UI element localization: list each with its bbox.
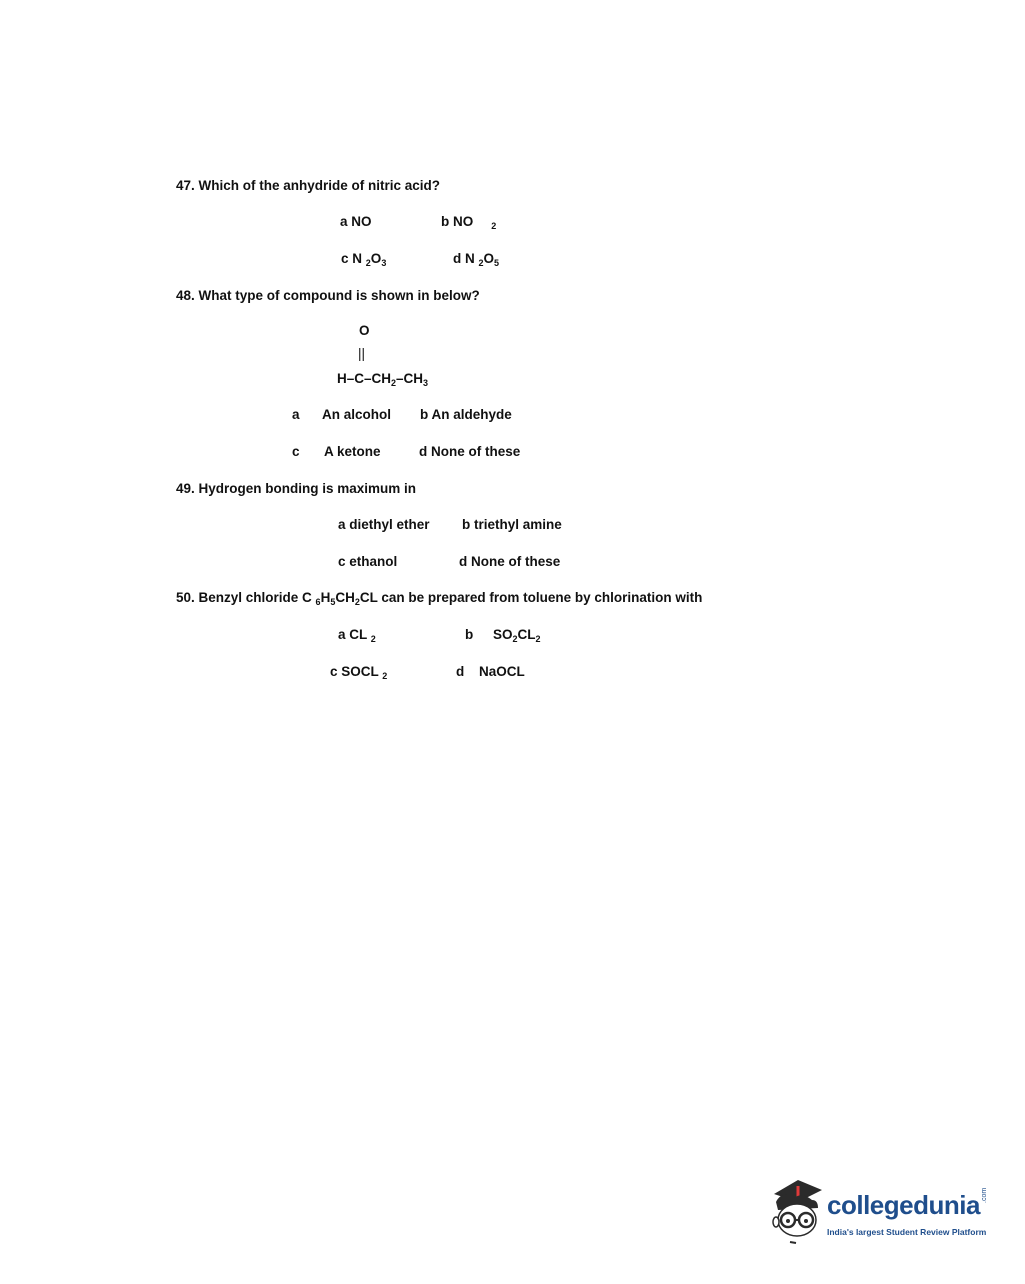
q50-stem-sub3: 2 [354,597,360,607]
q50-stem-part4: CL can be prepared from toluene by chlorination with [359,590,703,605]
q50-option-c-sub: 2 [382,671,388,681]
q49-option-a: a diethyl ether [338,517,430,532]
q48-option-a-text: An alcohol [322,407,392,422]
q50-option-b-so: SO [493,627,513,642]
q49-option-c: c ethanol [338,554,398,569]
q49-option-d: d None of these [459,554,561,569]
q50-option-d-text: NaOCL [479,664,525,679]
q50-option-c [330,664,387,681]
structure-chain [337,371,428,388]
q50-option-b-letter: b [465,627,474,642]
logo-com: .com [981,1187,988,1203]
q47-option-c-sub2: 3 [381,258,387,268]
q50-stem-sub1: 6 [315,597,321,607]
structure-chain-sub2: 3 [423,378,429,388]
q47-option-d-sub2: 5 [494,258,500,268]
collegedunia-logo[interactable] [768,1176,998,1248]
q47-option-d [453,251,499,268]
q50-option-b-sub1: 2 [512,634,518,644]
q47-option-b-sub: 2 [491,221,497,231]
q47-option-d-text: d N [453,251,475,266]
q50-stem-sub2: 5 [330,597,336,607]
q50-option-a-text: a CL [338,627,368,642]
q48-option-d: d None of these [419,444,521,459]
q47-option-b [441,214,496,231]
q48-option-c-letter: c [292,444,300,459]
question-49-stem: 49. Hydrogen bonding is maximum in [176,481,417,496]
logo-wordmark: collegedunia [827,1190,980,1220]
q47-option-d-o: O [483,251,495,266]
q47-option-b-text: b NO [441,214,474,229]
q50-stem-part1: 50. Benzyl chloride C [176,590,316,605]
q48-option-b: b An aldehyde [420,407,512,422]
q47-option-a: a NO [340,214,372,229]
q50-option-d-letter: d [456,664,465,679]
q50-option-a-sub: 2 [370,634,376,644]
q50-option-b-formula [493,627,541,644]
q47-option-c-text: c N [341,251,363,266]
structure-chain-part2: –CH [396,371,424,386]
q47-option-c [341,251,386,268]
structure-double-bond: || [358,346,366,361]
q50-option-b-sub2: 2 [535,634,541,644]
question-48-stem: 48. What type of compound is shown in below? [176,288,480,303]
logo-tagline: India's largest Student Review Platform [827,1227,987,1237]
q48-option-a-letter: a [292,407,300,422]
structure-oxygen: O [359,323,370,338]
q50-stem-part2: H [320,590,331,605]
q47-option-d-sub1: 2 [478,258,484,268]
q49-option-b: b triethyl amine [462,517,562,532]
question-50-stem [176,590,702,607]
mascot-icon [768,1176,826,1246]
q47-option-c-o: O [370,251,382,266]
structure-chain-sub1: 2 [391,378,397,388]
structure-chain-part1: H–C–CH [337,371,392,386]
q50-option-b-cl: CL [517,627,536,642]
q48-option-c-text: A ketone [324,444,381,459]
q50-option-a [338,627,376,644]
q50-option-c-text: c SOCL [330,664,379,679]
q50-stem-part3: CH [335,590,355,605]
q47-option-c-sub1: 2 [365,258,371,268]
question-47-stem: 47. Which of the anhydride of nitric acid? [176,178,441,193]
